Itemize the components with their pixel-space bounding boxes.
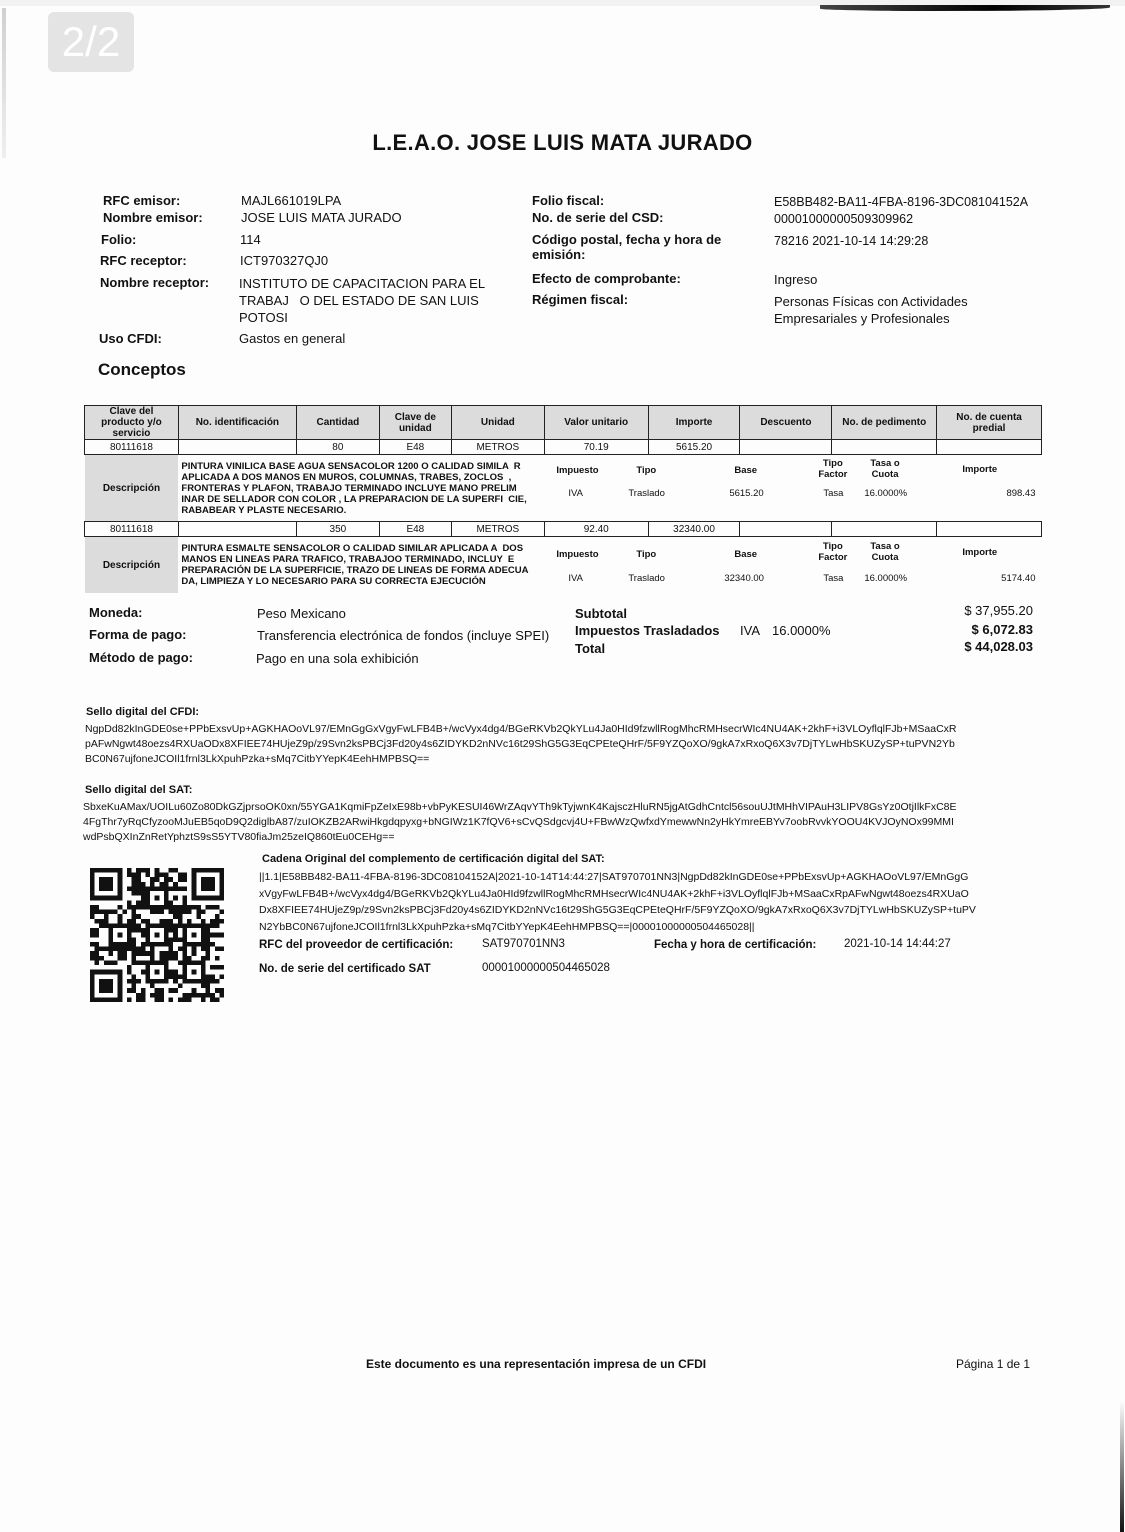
codigo-postal-label <box>532 232 721 262</box>
tax-impuesto: IVA <box>568 488 583 499</box>
tax-header-line: Tipo <box>822 541 843 552</box>
regimen-value <box>774 293 968 327</box>
tax-header-line: Cuota <box>871 552 899 563</box>
tax-header-tipo-factor <box>818 458 847 480</box>
descripcion-line: APLICADA A DOS MANOS EN MUROS, COLUMNAS, TRABES, ZOCLOS , <box>181 471 512 483</box>
qr-modules <box>90 868 224 1002</box>
col-header: Clave del producto y/o servicio <box>85 406 179 440</box>
cell-clave-unidad: E48 <box>379 440 451 455</box>
folio-value: 114 <box>240 232 261 247</box>
total-label: Total <box>575 641 606 656</box>
sello-cfdi-line: NgpDd82kInGDE0se+PPbExsvUp+AGKHAOoVL97/EMnGgGxVgyFwLFB4B+/wcVyx4dg4/BGeRKVb2QkYLu4Ja0HId9fzwllRogMhcRMHsecrWIc4NU4AK+2khF+i3VLOyflqlFJb+MSaaCxR <box>85 723 957 735</box>
sello-cfdi-line: pAFwNgwt48oezs4RXUaODx8XFIEE74HUjeZ9p/z9Svn2ksPBCj3Fd20y4s6ZIDYKD2nNVc16t29ShG5G3EqCPEteQHrF/5F9YZQoXO/9gkA7xRxoQ6X3v7DjTYLwHbSKUZySP+tuPVN2Yb <box>85 738 955 750</box>
footer-note: Este documento es una representación impresa de un CFDI <box>366 1357 707 1371</box>
cell-unidad: METROS <box>451 440 544 455</box>
total-value: $ 44,028.03 <box>964 639 1033 654</box>
tax-header-line: Tipo <box>822 458 843 469</box>
table-row <box>85 440 1042 455</box>
tax-header-line: Factor <box>818 552 848 563</box>
table-header-row <box>85 406 1042 440</box>
tax-tipo-factor: Tasa <box>823 573 844 584</box>
nombre-receptor-line: TRABAJ O DEL ESTADO DE SAN LUIS <box>239 293 479 308</box>
moneda-value: Peso Mexicano <box>257 606 346 621</box>
tax-importe: 898.43 <box>1006 488 1036 499</box>
sello-sat-line: wdPsbQXInZnRetYphztS9sS5YTV80fiaJm25zeIQ860tEu0CEHg== <box>83 831 395 843</box>
rfc-receptor-value: ICT970327QJ0 <box>240 253 329 268</box>
codigo-postal-label-line: Código postal, fecha y hora de <box>532 232 722 247</box>
cell-no-id <box>178 440 296 455</box>
descripcion-line: PREPARACIÓN DE LA SUPERFICIE, TRAZO DE LINEAS DE FORMA ADECUA <box>181 565 529 576</box>
tax-tasa: 16.0000% <box>864 488 908 499</box>
metodo-pago-value: Pago en una sola exhibición <box>256 651 419 666</box>
descripcion-text <box>178 455 544 522</box>
conceptos-heading: Conceptos <box>98 360 186 379</box>
tax-header-tasa <box>870 458 899 480</box>
tax-header-line: Tasa o <box>870 458 900 469</box>
forma-pago-label: Forma de pago: <box>89 627 187 642</box>
tax-header-base: Base <box>734 465 758 476</box>
serie-sat-value: 00001000000504465028 <box>482 962 610 974</box>
cell-clave: 80111618 <box>85 522 179 537</box>
tax-header-tipo-factor <box>818 541 847 563</box>
tax-tipo-factor: Tasa <box>823 488 844 499</box>
tax-header-tasa <box>870 541 899 563</box>
tax-header-tipo: Tipo <box>636 549 657 560</box>
cell-no-id <box>178 522 296 537</box>
cell-valor-unitario: 70.19 <box>544 440 648 455</box>
tax-importe: 5174.40 <box>1001 573 1036 584</box>
tax-header-line: Cuota <box>871 469 899 480</box>
fecha-certificacion-value: 2021-10-14 14:44:27 <box>844 938 951 950</box>
tax-header-impuesto: Impuesto <box>556 465 599 476</box>
cell-pedimento <box>832 522 937 537</box>
descripcion-line: PINTURA ESMALTE SENSACOLOR O CALIDAD SIMILAR APLICADA A DOS <box>181 543 524 554</box>
cell-pedimento <box>832 440 937 455</box>
descripcion-line: PINTURA VINILICA BASE AGUA SENSACOLOR 1200 O CALIDAD SIMILA R <box>181 460 521 472</box>
descripcion-label: Descripción <box>85 537 179 594</box>
scan-edge-right <box>1120 1400 1124 1532</box>
regimen-label: Régimen fiscal: <box>532 292 629 307</box>
col-header: Cantidad <box>296 406 379 440</box>
col-header: No. de pedimento <box>832 406 937 440</box>
cadena-line: xVgyFwLFB4B+/wcVyx4dg4/BGeRKVb2QkYLu4Ja0HId9fzwllRogMhcRMHsecrWIc4NU4AK+2khF+i3VLOyflqlFJb+MSaaCxRpAFwNgwt48oezs4RXUaO <box>259 887 969 900</box>
table-row <box>85 522 1042 537</box>
nombre-receptor-line: INSTITUTO DE CAPACITACION PARA EL <box>239 276 486 291</box>
tax-header-importe: Importe <box>962 464 998 475</box>
uso-cfdi-value: Gastos en general <box>239 331 346 346</box>
impuestos-value: $ 6,072.83 <box>971 622 1033 637</box>
tax-impuesto: IVA <box>568 573 583 584</box>
sello-sat-line: SbxeKuAMax/UOILu60Zo80DkGZjprsoOK0xn/55YGA1KqmiFpZeIxE98b+vbPyKESUI46WrZAqvYTh9kTyjwnK4KajsczHluRN5jgAtGdhCntcl56souUJtMHhVIPAuH3LIPV8GsYz0OtjIlkFxC8E <box>83 801 957 813</box>
descripcion-line: INAR DE SELLADOR CON COLOR , LA PREPARACION DE LA SUPERFI CIE, <box>181 493 527 505</box>
rfc-receptor-label: RFC receptor: <box>100 253 187 268</box>
col-header: No. identificación <box>178 406 296 440</box>
tax-tipo: Traslado <box>628 573 665 584</box>
rfc-emisor-value: MAJL661019LPA <box>241 193 342 208</box>
cell-predial <box>937 440 1042 455</box>
cell-cantidad: 80 <box>296 440 379 455</box>
serie-sat-label: No. de serie del certificado SAT <box>259 963 431 975</box>
rfc-proveedor-label: RFC del proveedor de certificación: <box>259 939 454 951</box>
serie-csd-value: 00001000000509309962 <box>774 212 914 226</box>
metodo-pago-label: Método de pago: <box>89 650 193 665</box>
sello-sat-label: Sello digital del SAT: <box>85 784 193 796</box>
tax-header-line: Tasa o <box>870 541 900 552</box>
cell-importe: 32340.00 <box>648 522 740 537</box>
col-header: Clave de unidad <box>379 406 451 440</box>
subtotal-label: Subtotal <box>575 606 627 621</box>
col-header: Valor unitario <box>544 406 648 440</box>
cell-descuento <box>740 522 832 537</box>
nombre-emisor-label: Nombre emisor: <box>103 210 203 225</box>
descripcion-line: FRONTERAS Y PLAFON, TRABAJO TERMINADO INCLUYE MANO PRELIM <box>181 482 517 494</box>
conceptos-table <box>84 405 1042 593</box>
folio-label: Folio: <box>101 232 137 247</box>
descripcion-text <box>178 537 544 594</box>
impuestos-tasa: 16.0000% <box>772 623 831 638</box>
cell-cantidad: 350 <box>296 522 379 537</box>
page-number: Página 1 de 1 <box>956 1357 1031 1371</box>
qr-code <box>90 866 224 1004</box>
cadena-label: Cadena Original del complemento de certificación digital del SAT: <box>262 853 605 865</box>
serie-csd-label: No. de serie del CSD: <box>532 210 664 225</box>
sello-cfdi-label: Sello digital del CFDI: <box>86 706 200 718</box>
nombre-receptor-line: POTOSI <box>239 310 288 325</box>
codigo-postal-value: 78216 2021-10-14 14:29:28 <box>774 234 929 248</box>
tax-detail <box>544 537 1041 594</box>
cell-valor-unitario: 92.40 <box>544 522 648 537</box>
tax-header-line: Factor <box>818 469 848 480</box>
descripcion-line: DA, LIMPIEZA Y LO NECESARIO PARA SU CORRECTA EJECUCIÓN <box>181 576 486 587</box>
fecha-certificacion-label: Fecha y hora de certificación: <box>654 939 817 951</box>
tax-header-tipo: Tipo <box>636 465 657 476</box>
sello-cfdi-line: BC0N67ujfoneJCOIl1frnl3LkXpuhPzka+sMq7CitbYYepK4EehHMPBSQ== <box>85 753 430 765</box>
col-header: Importe <box>648 406 740 440</box>
cell-unidad: METROS <box>451 522 544 537</box>
tax-header-impuesto: Impuesto <box>556 549 599 560</box>
cadena-line: N2YbBC0N67ujfoneJCOIl1frnl3LkXpuhPzka+sMq7CitbYYepK4EehHMPBSQ==|00001000000504465028|| <box>259 920 755 933</box>
forma-pago-value: Transferencia electrónica de fondos (incluye SPEI) <box>257 628 550 643</box>
tax-header-importe: Importe <box>962 547 998 558</box>
efecto-label: Efecto de comprobante: <box>532 271 681 286</box>
tax-tipo: Traslado <box>628 488 665 499</box>
rfc-proveedor-value: SAT970701NN3 <box>482 938 565 950</box>
col-header: No. de cuenta predial <box>937 406 1042 440</box>
col-header: Unidad <box>451 406 544 440</box>
efecto-value: Ingreso <box>774 272 818 287</box>
cell-clave-unidad: E48 <box>379 522 451 537</box>
page-indicator: 2/2 <box>48 12 134 72</box>
subtotal-value: $ 37,955.20 <box>964 603 1033 618</box>
descripcion-line: MANOS EN LINEAS PARA TRAFICO, TRABAJOO TERMINADO, INCLUY E <box>181 554 515 565</box>
tax-header-base: Base <box>734 549 758 560</box>
nombre-emisor-value: JOSE LUIS MATA JURADO <box>241 210 402 225</box>
regimen-line: Personas Físicas con Actividades <box>774 294 968 309</box>
description-row <box>85 455 1042 522</box>
cadena-value <box>259 869 1059 935</box>
cadena-line: ||1.1|E58BB482-BA11-4FBA-8196-3DC08104152A|2021-10-14T14:44:27|SAT970701NN3|NgpDd82kInGDE0se+PPbExsvUp+AGKHAOoVL97/EMnGgG <box>259 871 969 883</box>
nombre-receptor-label: Nombre receptor: <box>100 275 210 290</box>
descripcion-line: RABABEAR Y PLASTE NECESARIO. <box>181 504 347 516</box>
cell-descuento <box>740 440 832 455</box>
cell-predial <box>937 522 1042 537</box>
regimen-line: Empresariales y Profesionales <box>774 311 950 326</box>
uso-cfdi-label: Uso CFDI: <box>99 331 162 346</box>
nombre-receptor-value <box>239 275 485 326</box>
moneda-label: Moneda: <box>89 605 143 620</box>
sello-sat-line: 4FgThr7yRqCfyzooMJuEB5qoD9Q2diglbA87/zuIOKZB2ARwiHkgdqpyxg+bNGIWz1K7fQV6+sCvQSdgcvj4U+FBwWzQwfxdYmewwNn2yHkYmreEBYv7oobRvvkYOOU4KVJOyNOx99MMI <box>83 816 954 828</box>
impuestos-label: Impuestos Trasladados <box>575 623 720 638</box>
cadena-line: Dx8XFIEE74HUjeZ9p/z9Svn2ksPBCj3Fd20y4s6ZIDYKD2nNVc16t29ShG5G3EqCPEteQHrF/5F9YZQoXO/9gkA7xRxoQ6X3v7DjTYLwHbSKUZySP+tuPV <box>259 904 976 916</box>
impuestos-tipo: IVA <box>740 623 760 638</box>
scan-edge-top <box>820 5 1110 11</box>
tax-base: 32340.00 <box>724 573 764 584</box>
document-title: L.E.A.O. JOSE LUIS MATA JURADO <box>372 130 753 155</box>
tax-tasa: 16.0000% <box>864 573 908 584</box>
sello-cfdi-value <box>85 722 1045 767</box>
rfc-emisor-label: RFC emisor: <box>103 193 181 208</box>
cell-importe: 5615.20 <box>648 440 740 455</box>
sello-sat-value <box>83 800 1045 845</box>
tax-base: 5615.20 <box>729 488 764 499</box>
description-row <box>85 537 1042 594</box>
codigo-postal-label-line: emisión: <box>532 247 586 262</box>
tax-detail <box>544 455 1041 522</box>
col-header: Descuento <box>740 406 832 440</box>
folio-fiscal-value: E58BB482-BA11-4FBA-8196-3DC08104152A <box>774 195 1029 209</box>
descripcion-label: Descripción <box>85 455 179 522</box>
cell-clave: 80111618 <box>85 440 179 455</box>
folio-fiscal-label: Folio fiscal: <box>532 193 605 208</box>
